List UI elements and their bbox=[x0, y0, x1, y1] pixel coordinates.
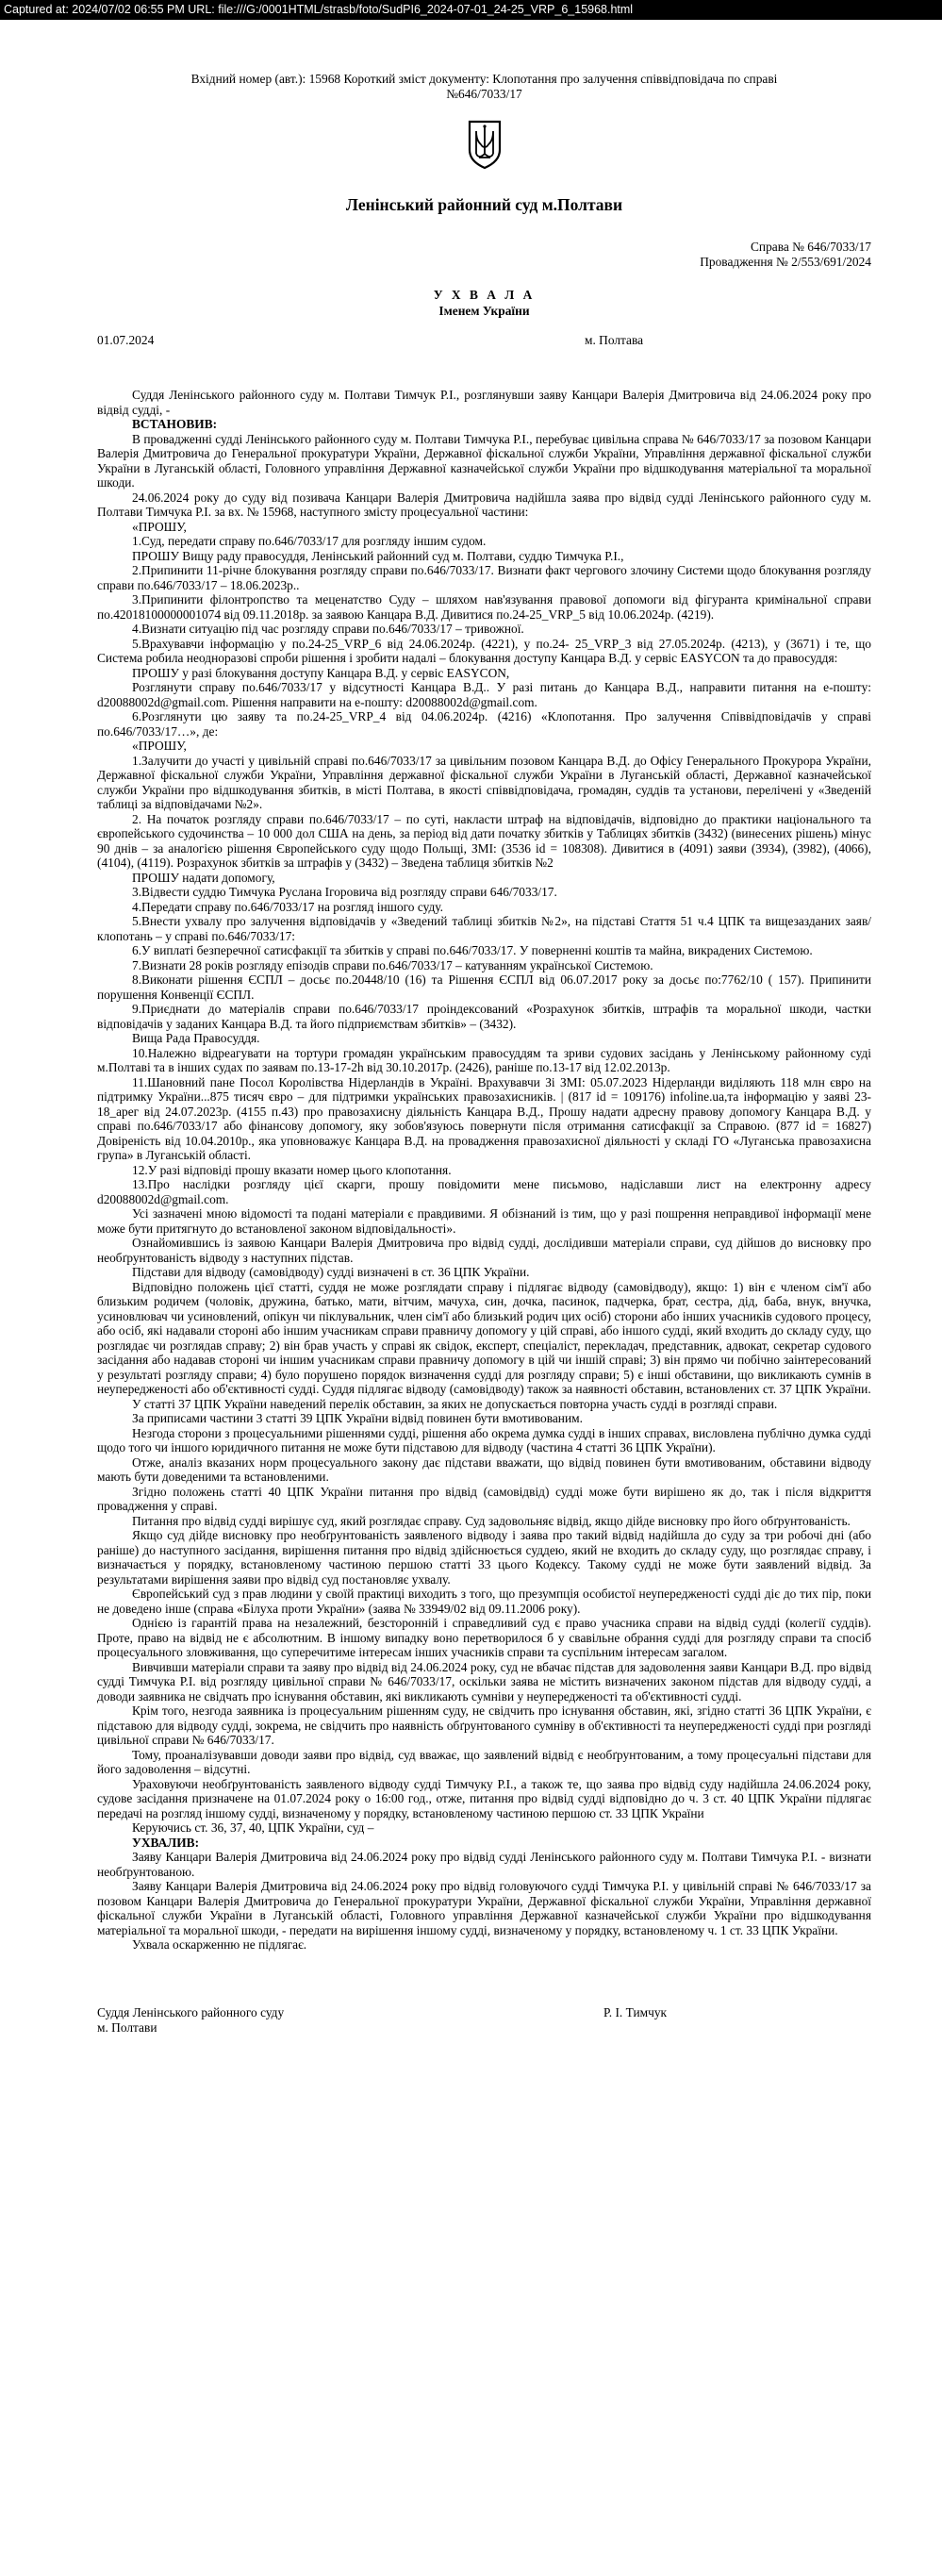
body-paragraph: 3.Припинити філонтропство та меценатство Суду – шляхом нав'язування правової допомоги від фігуранта кримінальної справи по.42018100000001074 від 09.11.2018р. за заявою Канцара В.Д. Дивитися по.24-25_VRP_5 від 10.06.2024р. (4219). bbox=[97, 592, 871, 622]
body-paragraph: Ознайомившись із заявою Канцари Валерія Дмитровича про відвід судді, дослідивши матеріали справи, суд дійшов до висновку про необґрунтованість відводу з наступних підстав. bbox=[97, 1236, 871, 1265]
body-paragraph: 1.Суд, передати справу по.646/7033/17 для розгляду іншим судом. bbox=[132, 534, 487, 548]
body-paragraph: Ухвала оскарженню не підлягає. bbox=[132, 1937, 307, 1952]
body-paragraph: Керуючись ст. 36, 37, 40, ЦПК України, суд – bbox=[132, 1820, 374, 1835]
body-paragraph: Вивчивши матеріали справи та заяву про відвід від 24.06.2024 року, суд не вбачає підстав для задоволення заяви Канцари В.Д. про відвід судді Тимчука Р.І. від розгляду цивільної справи № 646/7033/17, оскільки заява не містить визначених законом підстав для відводу судді, а доводи заявника не свідчать про існування обставин, які викликають сумніви у неупередженості та об'єктивності судді. bbox=[97, 1659, 871, 1703]
body-paragraph: 12.У разі відповіді прошу вказати номер цього клопотання. bbox=[132, 1162, 452, 1177]
body-paragraph: Якщо суд дійде висновку про необґрунтованість заявленого відводу і заява про такий відвід надійшла до суду за три робочі дні (або раніше) до наступного засідання, вирішення питання про відвід здійснюється суддею, який не входить до складу суду, що розглядає справу, і визначається у порядку, встановленому частиною першою статті 33 цього Кодексу. Такому судді не може бути заявлений відвід. За результатами вирішення заяви про відвід суд постановляє ухвалу. bbox=[97, 1528, 871, 1587]
body-paragraph: 1.Залучити до участі у цивільній справі по.646/7033/17 за цивільним позовом Канцара В.Д. до Офісу Генерального Прокурора України, Державної фіскальної служби України, Управління державної фіскальної служби України в Луганській області, Державної казначейської служби України про відшкодування збитків, в місті Полтава, в якості співвідповідача, громадян, суддів та установи, перелічені у «Зведеній таблиці за відповідачами №2». bbox=[97, 753, 871, 811]
case-numbers bbox=[97, 240, 871, 269]
body-paragraph: Європейський суд з прав людини у своїй практиці виходить з того, що презумпція особистої неупередженості судді діє до тих пір, поки не доведено інше (справа «Білуха проти України» (заява № 33949/02 від 09.11.2006 року). bbox=[97, 1587, 871, 1616]
body-paragraph: Підстави для відводу (самовідводу) судді визначені в ст. 36 ЦПК України. bbox=[132, 1265, 530, 1279]
body-paragraph: 4.Передати справу по.646/7033/17 на розгляд іншого суду. bbox=[132, 899, 443, 914]
body-paragraph: ПРОШУ Вищу раду правосуддя, Ленінський районний суд м. Полтави, суддю Тимчука Р.І., bbox=[132, 548, 624, 563]
body-paragraph: 7.Визнати 28 років розгляду епізодів справи по.646/7033/17 – катуванням української Системою. bbox=[132, 957, 653, 972]
body-paragraph: 11.Шановний пане Посол Королівства Нідерландів в Україні. Врахувавчи Зі ЗМІ: 05.07.2023 Нідерланди виділяють 118 млн євро на підтримку України...875 тисяч євро – для підтримки українських правозахисників. | (817 id = 109176) infoline.ua,та інформацію у заяві 23-18_арег від 24.07.2023р. (4155 п.43) про правозахисну діяльність Канцара В.Д., Прошу надати адресну правову допомогу Канцара В.Д. у справі по.646/7033/17 або фінансову допомогу, яку зобов'язуюсь повернути після отримання сатисфакції за Справою. (877 id = 16827) Довіреність від 10.04.2010р., яка уповноважує Канцара В.Д. на провадження правозахисної діяльності у складі ГО «Луганська правозахисна група» в Луганській області. bbox=[97, 1074, 871, 1162]
signature-court-city: м. Полтави bbox=[97, 2019, 157, 2035]
intake-summary: Вхідний номер (авт.): 15968 Короткий зміст документу: Клопотання про залучення співвідповідача по справі №646/7033/17 bbox=[190, 72, 778, 101]
document-title: У Х В А Л А bbox=[433, 288, 536, 302]
body-paragraph: 9.Приєднати до матеріалів справи по.646/7033/17 проіндексований «Розрахунок збитків, штрафів та моральної шкоди, частки відповідачів у заданих Канцара В.Д. та його підприємствам збитків» – (3432). bbox=[97, 1002, 871, 1031]
body-paragraph: Відповідно положень цієї статті, суддя не може розглядати справу і підлягає відводу (самовідводу), якщо: 1) він є членом сім'ї або близьким родичем (чоловік, дружина, батько, мати, вітчим, мачуха, син, дочка, пасинок, падчерка, брат, сестра, дід, баба, внук, внучка, усиновлювач чи усиновлений, опікун чи піклувальник, член сім'ї або близький родич цих осіб) сторони або інших учасників судового процесу, або осіб, які надавали стороні або іншим учасникам справи правничу допомогу у цій справі, або іншого судді, який входить до складу суду, що розглядає чи розглядав справу; 2) він брав участь у справі як свідок, експерт, спеціаліст, перекладач, представник, адвокат, секретар судового засідання або надавав стороні чи іншим учасникам справи правничу допомогу в цій чи іншій справі; 3) він прямо чи побічно заінтересований у результаті розгляду справи; 4) було порушено порядок визначення судді для розгляду справи; 5) є інші обставини, що викликають сумнів в неупередженості або об'єктивності судді. Суддя підлягає відводу (самовідводу) також за наявності обставин, встановлених ст. 37 ЦПК України. bbox=[97, 1279, 871, 1396]
section-heading: УХВАЛИВ: bbox=[132, 1835, 200, 1850]
body-paragraph: 8.Виконати рішення ЄСПЛ – досьє по.20448/10 (16) та Рішення ЄСПЛ від 06.07.2017 року за досьє по:7762/10 ( 157). Припинити порушення Конвенції ЄСПЛ. bbox=[97, 972, 871, 1002]
ruling-body bbox=[97, 388, 871, 1953]
body-paragraph: Тому, проаналізувавши доводи заяви про відвід, суд вважає, що заявлений відвід є необґрунтованим, а тому процесуальні підстави для його задоволення – відсутні. bbox=[97, 1747, 871, 1776]
body-paragraph: Розглянути справу по.646/7033/17 у відсутності Канцара В.Д.. У разі питань до Канцара В.Д., направити питання на e-поштy: d20088002d@gmail.com. Рішення направити на e-поштy: d20088002d@gmail.com. bbox=[97, 680, 871, 709]
body-paragraph: 13.Про наслідки розгляду цієї скарги, прошу повідомити мене письмово, надіславши лист на електронну адресу d20088002d@gmail.com. bbox=[97, 1177, 871, 1206]
body-paragraph: 10.Належно відреагувати на тортури громадян українським правосуддям та зриви судових засідань у Ленінському районному суді м.Полтаві та в інших судах по заявам по.13-17-2h від 30.10.2017р. (2426), раніше по.13-17 від 12.02.2013р. bbox=[97, 1045, 871, 1074]
body-paragraph: Вища Рада Правосуддя. bbox=[132, 1031, 260, 1045]
body-paragraph: 2. На початок розгляду справи по.646/7033/17 – по суті, накласти штраф на відповідачів, відповідно до практики національного та європейського судочинства – 10 000 дол США на день, за період від дати початку збитків у Таблицях збитків (3432) (винесених рішень) мінус 90 днів – за аналогією рішення Європейського суду щодо Польщі, ЗМІ: (3536 id = 108308). Дивитися в (4091) заяви (3934), (3982), (4066), (4104), (4119). Розрахунок збитків за штрафів у (3432) – Зведена таблиця збитків №2 bbox=[97, 811, 871, 870]
body-paragraph: ПРОШУ у разі блокування доступу Канцара В.Д. у сервіс EASYCON, bbox=[132, 665, 510, 680]
court-name: Ленінський районний суд м.Полтави bbox=[345, 195, 623, 214]
signature-block bbox=[97, 2005, 871, 2037]
body-paragraph: Згідно положень статті 40 ЦПК України питання про відвід (самовідвід) судді може бути вирішено як до, так і після відкриття провадження у справі. bbox=[97, 1484, 871, 1513]
case-number: Справа № 646/7033/17 bbox=[751, 240, 871, 254]
body-paragraph: Суддя Ленінського районного суду м. Полтави Тимчук Р.І., розглянувши заяву Канцари Валерія Дмитровича від 24.06.2024 року про відвід судді, - bbox=[97, 388, 871, 417]
document-date: 01.07.2024 bbox=[97, 333, 155, 347]
body-paragraph: За приписами частини 3 статті 39 ЦПК України відвід повинен бути вмотивованим. bbox=[132, 1411, 583, 1425]
document-page bbox=[0, 72, 942, 2037]
body-paragraph: Однією із гарантій права на незалежний, безсторонній і справедливий суд є право учасника справи на відвід судді (колегії суддів). Проте, право на відвід не є абсолютним. В іншому випадку воно перетворилося б у свавільне обрання судді для розгляду справи та спосіб процесуального зловживання, що суперечитиме інтересам інших учасників справи та суспільним інтересам загалом. bbox=[97, 1616, 871, 1659]
body-paragraph: Незгода сторони з процесуальними рішеннями судді, рішення або окрема думка судді в інших справах, висловлена публічно думка судді щодо того чи іншого юридичного питання не може бути підставою для відводу (частина 4 статті 36 ЦПК України). bbox=[97, 1425, 871, 1454]
body-paragraph: Усі зазначені мною відомості та подані матеріали є правдивими. Я обізнаний із тим, що у разі пошрення неправдивої інформації мене може бути притягнуто до встановленої законом відповідальності». bbox=[97, 1206, 871, 1236]
signature-left bbox=[97, 2005, 284, 2036]
document-subtitle: Іменем України bbox=[438, 303, 530, 318]
body-paragraph: ПРОШУ надати допомогу, bbox=[132, 870, 275, 885]
body-paragraph: В провадженні судді Ленінського районного суду м. Полтави Тимчука Р.І., перебуває цивільна справа № 646/7033/17 за позовом Канцари Валерія Дмитровича до Генеральної прокуратури України, Державної фіскальної служби України, Управління державної фіскальної служби України в Луганській області, Головного управління Державної казначейської служби України про відшкодування матеріальної та моральної шкоди. bbox=[97, 431, 871, 490]
body-paragraph: Ураховуючи необґрунтованість заявленого відводу судді Тимчуку Р.І., а також те, що заява про відвід суду надійшла 24.06.2024 року, судове засідання призначене на 01.07.2024 року о 16:00 год., отже, питання про відвід судді відповідно до ч. 3 ст. 40 ЦПК України підлягає передачі на розгляд іншому судді, визначеному у порядку, встановленому частиною першою ст. 33 ЦПК України bbox=[97, 1776, 871, 1820]
signature-position: Суддя Ленінського районного суду bbox=[97, 2004, 285, 2019]
body-paragraph: 6.Розглянути цю заяву та по.24-25_VRP_4 від 04.06.2024р. (4216) «Клопотання. Про залучення Співвідповідачів у справі по.646/7033/17…», де: bbox=[97, 709, 871, 739]
signature-judge-name: Р. І. Тимчук bbox=[603, 2004, 668, 2019]
body-paragraph: Крім того, незгода заявника із процесуальним рішенням суду, не свідчить про існування обставин, які, згідно статті 36 ЦПК України, є підставою для відводу судді, зокрема, не свідчить про наявність обґрунтованого сумніву в об'єктивності та неупередженості судді при розгляді цивільної справи № 646/7033/17. bbox=[97, 1703, 871, 1747]
body-paragraph: 24.06.2024 року до суду від позивача Канцари Валерія Дмитровича надійшла заява про відвід судді Ленінського районного суду м. Полтави Тимчука Р.І. за вх. № 15968, наступного змісту процесуальної частини: bbox=[97, 490, 871, 519]
body-paragraph: 5.Внести ухвалу про залучення відповідачів у «Зведений таблиці збитків №2», на підставі Стаття 51 ч.4 ЦПК та вищезазданих заяв/клопотань – у справі по.646/7033/17: bbox=[97, 914, 871, 943]
date-row bbox=[97, 333, 871, 348]
document-city: м. Полтава bbox=[585, 333, 644, 347]
coat-of-arms-icon bbox=[466, 118, 504, 171]
body-paragraph: Питання про відвід судді вирішує суд, який розглядає справу. Суд задовольняє відвід, якщо дійде висновку про його обґрунтованість. bbox=[132, 1513, 851, 1528]
body-paragraph: Заяву Канцари Валерія Дмитровича від 24.06.2024 року про відвід головуючого судді Тимчука Р.І. у цивільній справі № 646/7033/17 за позовом Канцари Валерія Дмитровича до Генеральної прокуратури України, Державної фіскальної служби України, Управління державної фіскальної служби України в Луганській області, Головного управління Державної казначейської служби України про відшкодування матеріальної та моральної шкоди, - передати на вирішення іншому судді, визначеному у порядку, встановленому ч. 1 ст. 33 ЦПК України. bbox=[97, 1879, 871, 1937]
capture-info-bar: Captured at: 2024/07/02 06:55 PM URL: file:///G:/0001HTML/strasb/foto/SudPI6_2024-07-01_24-25_VRP_6_15968.html bbox=[0, 0, 942, 20]
body-paragraph: 3.Відвести суддю Тимчука Руслана Ігоровича від розгляду справи 646/7033/17. bbox=[132, 885, 557, 899]
body-paragraph: «ПРОШУ, bbox=[132, 739, 187, 753]
body-paragraph: 5.Врахувавчи інформацію у по.24-25_VRP_6 від 24.06.2024р. (4221), у по.24- 25_VRP_3 від 27.05.2024р. (4213), у (3671) і те, що Система робила неодноразові спроби рішення і зробити надалі – блокування доступу Канцара В.Д. у сервіс EASYCON та до правосуддя: bbox=[97, 636, 871, 665]
body-paragraph: 2.Припинити 11-річне блокування розгляду справи по.646/7033/17. Визнати факт чергового злочину Системи щодо блокування розгляду справи по.646/7033/17 – 18.06.2023р.. bbox=[97, 563, 871, 592]
body-paragraph: «ПРОШУ, bbox=[132, 519, 187, 534]
section-heading: ВСТАНОВИВ: bbox=[132, 417, 218, 431]
body-paragraph: Заяву Канцари Валерія Дмитровича від 24.06.2024 року про відвід судді Ленінського районного суду м. Полтави Тимчука Р.І. - визнати необґрунтованою. bbox=[97, 1850, 871, 1879]
body-paragraph: 6.У виплаті безперечної сатисфакції та збитків у справі по.646/7033/17. У поверненні коштів та майна, викрадених Системою. bbox=[132, 943, 813, 957]
body-paragraph: Отже, аналіз вказаних норм процесуального закону дає підстави вважати, що відвід повинен бути вмотивованим, обставини відводу мають бути доведеними та встановленими. bbox=[97, 1454, 871, 1484]
body-paragraph: У статті 37 ЦПК України наведений перелік обставин, за яких не допускається повторна участь судді в розгляді справи. bbox=[132, 1396, 778, 1411]
body-paragraph: 4.Визнати ситуацію під час розгляду справи по.646/7033/17 – тривожної. bbox=[132, 622, 524, 636]
proceeding-number: Провадження № 2/553/691/2024 bbox=[700, 254, 871, 269]
